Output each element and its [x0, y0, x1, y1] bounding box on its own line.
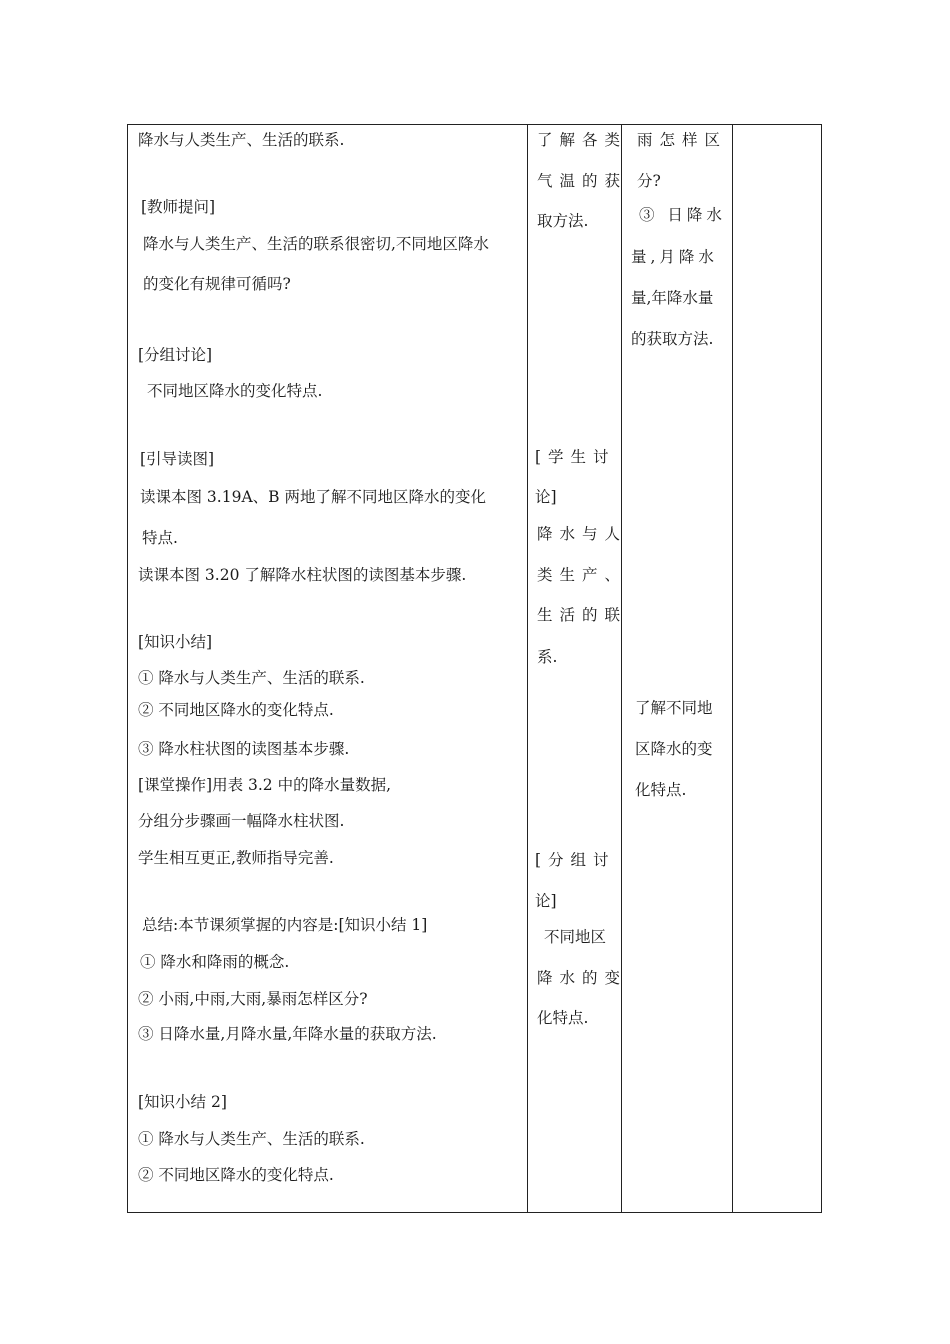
text-line: 了解各类 — [537, 131, 628, 149]
text-line: 降水与人 — [537, 525, 628, 543]
list-item: ① 降水与人类生产、生活的联系. — [138, 669, 365, 687]
text-line: 的获取方法. — [631, 330, 714, 348]
design-intent-cell — [621, 125, 732, 1212]
text-line: 气温的获 — [537, 172, 628, 190]
list-item: ① 降水和降雨的概念. — [140, 953, 290, 971]
text-line: 系. — [537, 648, 558, 666]
text-line: 不同地区降水的变化特点. — [147, 382, 323, 400]
text-line: 特点. — [142, 529, 178, 547]
student-activity-cell — [527, 125, 628, 1212]
list-item: ② 小雨,中雨,大雨,暴雨怎样区分? — [138, 990, 368, 1008]
text-line: 化特点. — [635, 781, 687, 799]
text-line: [课堂操作]用表 3.2 中的降水量数据, — [138, 776, 392, 794]
text-line: 雨怎样区 — [637, 131, 728, 149]
text-line: 总结:本节课须掌握的内容是:[知识小结 1] — [142, 916, 428, 934]
section-heading: [分组讨论] — [138, 346, 213, 364]
text-line: 分组分步骤画一幅降水柱状图. — [138, 812, 345, 830]
text-line: 取方法. — [537, 212, 589, 230]
text-line: 生活的联 — [537, 606, 628, 624]
section-heading: 论] — [535, 488, 557, 506]
list-item: ③ 降水柱状图的读图基本步骤. — [138, 740, 350, 758]
notes-cell — [732, 125, 823, 1212]
section-heading: [学生讨 — [535, 448, 616, 466]
list-item: ③ 日降水量,月降水量,年降水量的获取方法. — [138, 1025, 437, 1043]
text-line: 类生产、 — [537, 566, 628, 584]
section-heading: [分组讨 — [535, 851, 616, 869]
text-line: 读课本图 3.20 了解降水柱状图的读图基本步骤. — [138, 566, 467, 584]
text-line: 量,月降水 — [631, 248, 718, 266]
lesson-table — [127, 124, 822, 1213]
text-line: 的变化有规律可循吗? — [143, 275, 291, 293]
list-item: ① 降水与人类生产、生活的联系. — [138, 1130, 365, 1148]
text-line: 学生相互更正,教师指导完善. — [138, 849, 334, 867]
section-heading: [教师提问] — [141, 198, 216, 216]
text-line: 了解不同地 — [635, 699, 713, 717]
list-item: ② 不同地区降水的变化特点. — [138, 701, 334, 719]
section-heading: [知识小结 2] — [138, 1093, 227, 1111]
text-line: 分? — [637, 172, 661, 190]
text-line: 不同地区 — [544, 928, 607, 946]
section-heading: [知识小结] — [138, 633, 213, 651]
text-line: 区降水的变 — [635, 740, 713, 758]
list-item: ② 不同地区降水的变化特点. — [138, 1166, 334, 1184]
text-line: 降水的变 — [537, 969, 628, 987]
text-line: 读课本图 3.19A、B 两地了解不同地区降水的变化 — [140, 488, 486, 506]
section-heading: [引导读图] — [140, 450, 215, 468]
section-heading: 论] — [535, 892, 557, 910]
text-line: 量,年降水量 — [631, 289, 714, 307]
teaching-process-cell — [128, 125, 527, 1212]
text-line: 降水与人类生产、生活的联系很密切,不同地区降水 — [143, 235, 489, 253]
text-line: 化特点. — [537, 1009, 589, 1027]
text-line: 降水与人类生产、生活的联系. — [138, 131, 345, 149]
list-item: ③ 日降水 — [639, 206, 726, 224]
